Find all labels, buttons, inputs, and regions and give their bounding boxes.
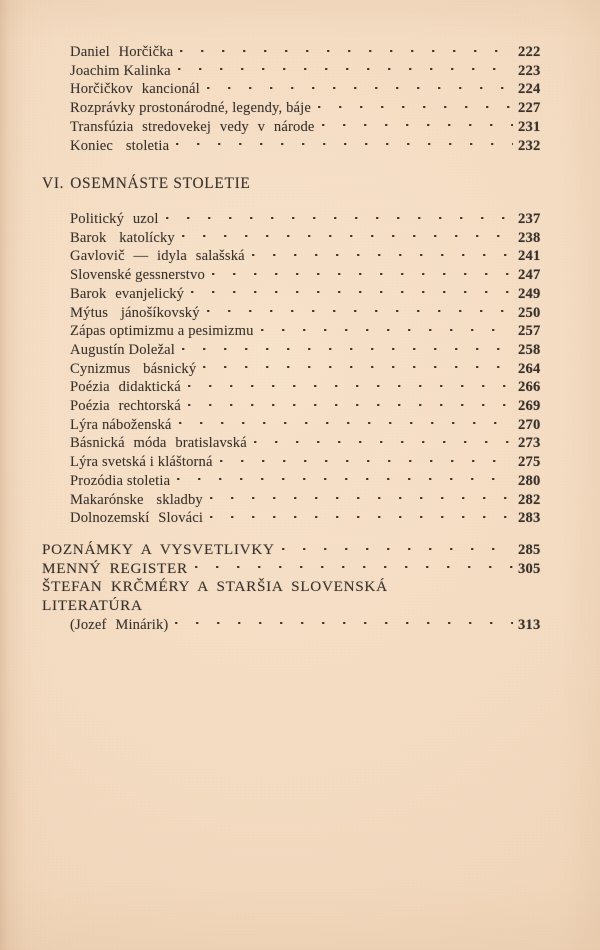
toc-entry xyxy=(70,452,548,471)
dot-leader xyxy=(252,245,513,259)
toc-entry-page: 282 xyxy=(518,491,541,508)
chapter-number: VI. xyxy=(42,175,65,192)
dot-leader xyxy=(322,116,513,130)
toc-entry xyxy=(70,209,548,228)
toc-entry xyxy=(70,377,548,396)
dot-leader xyxy=(182,227,513,241)
toc-entry-page: 231 xyxy=(518,118,541,135)
toc-entry-backmatter xyxy=(42,559,548,578)
toc-entry xyxy=(70,359,548,378)
toc-entry-title: Barok katolícky xyxy=(70,229,175,246)
toc-entry-title: Daniel Horčička xyxy=(70,44,174,60)
toc-entry xyxy=(70,42,548,61)
toc-entry-title: Slovenské gessnerstvo xyxy=(70,267,205,284)
dot-leader xyxy=(210,507,513,521)
toc-entry-page: 269 xyxy=(518,398,541,414)
toc-entry xyxy=(70,433,548,452)
toc-entry-title: Augustín Doležal xyxy=(70,341,175,358)
toc-entry xyxy=(70,490,548,509)
dot-leader xyxy=(212,264,513,278)
toc-entry-title: Transfúzia stredovekej vedy v národe xyxy=(70,118,315,135)
toc-entry xyxy=(70,136,548,155)
dot-leader xyxy=(254,432,513,446)
toc-entry xyxy=(70,228,548,247)
toc-entry-title: Zápas optimizmu a pesimizmu xyxy=(70,323,254,340)
toc-entry xyxy=(70,303,548,322)
toc-entry-page: 223 xyxy=(518,62,541,79)
toc-entry-title: Joachim Kalinka xyxy=(70,62,171,79)
final-entry-page: 313 xyxy=(518,616,541,633)
toc-entry-page: 222 xyxy=(518,44,541,60)
toc-entry-page: 264 xyxy=(518,360,541,377)
toc-entry-page: 280 xyxy=(518,472,541,489)
dot-leader xyxy=(191,283,513,297)
toc-entry-page: 237 xyxy=(518,211,541,227)
toc-entry-title: Mýtus jánošíkovský xyxy=(70,304,200,321)
dot-leader xyxy=(210,489,513,503)
toc-entry xyxy=(70,340,548,359)
chapter-title: OSEMNÁSTE STOLETIE xyxy=(70,175,251,192)
dot-leader xyxy=(182,339,513,353)
toc-entry-title: Prozódia stoletia xyxy=(70,472,171,489)
toc-entry xyxy=(70,265,548,284)
toc-entry-title: Básnická móda bratislavská xyxy=(70,435,247,452)
toc-entry-title: MENNÝ REGISTER xyxy=(42,559,188,577)
dot-leader xyxy=(207,78,513,92)
final-entry-author: (Jozef Minárik) xyxy=(70,616,169,633)
toc-entry-page: 250 xyxy=(518,304,541,321)
dot-leader xyxy=(188,376,513,390)
toc-entry-page: 283 xyxy=(518,510,541,527)
toc-entry-page: 247 xyxy=(518,267,541,284)
toc-entry-page: 241 xyxy=(518,248,541,265)
toc-entry-title: Rozprávky prostonárodné, legendy, báje xyxy=(70,100,312,117)
dot-leader xyxy=(176,135,513,149)
toc-entry xyxy=(70,321,548,340)
toc-entry-title: Poézia didaktická xyxy=(70,379,181,396)
dot-leader xyxy=(175,614,513,628)
toc-entry-page: 273 xyxy=(518,435,541,452)
toc-entry-page: 275 xyxy=(518,454,541,471)
toc-entry xyxy=(70,396,548,415)
final-entry-title-line2: LITERATÚRA xyxy=(42,597,143,615)
final-entry-author-row xyxy=(70,615,548,634)
chapter-heading xyxy=(42,174,251,193)
dot-leader xyxy=(195,558,513,572)
toc-entry-title: Politický uzol xyxy=(70,211,159,227)
toc-entry-page: 258 xyxy=(518,341,541,358)
toc-entry xyxy=(70,98,548,117)
toc-entry-page: 305 xyxy=(518,560,541,577)
toc-entry-page: 270 xyxy=(518,416,541,433)
toc-entry-title: Makarónske skladby xyxy=(70,491,203,508)
toc-entry-title: Lýra náboženská xyxy=(70,416,172,433)
toc-entry-title: Horčičkov kancionál xyxy=(70,81,200,98)
dot-leader xyxy=(179,414,513,428)
dot-leader xyxy=(207,302,513,316)
toc-entry-page: 285 xyxy=(518,542,541,558)
toc-entry xyxy=(70,284,548,303)
dot-leader xyxy=(178,60,513,74)
toc-entry-title: Dolnozemskí Slováci xyxy=(70,510,204,527)
toc-entry-title: Lýra svetská i kláštorná xyxy=(70,454,213,471)
final-entry-title-line1: ŠTEFAN KRČMÉRY A STARŠIA SLOVENSKÁ xyxy=(42,578,388,596)
toc-entry-page: 224 xyxy=(518,81,541,98)
dot-leader xyxy=(318,97,513,111)
toc-entry-title: Barok evanjelický xyxy=(70,285,185,302)
toc-entry-title: Poézia rechtorská xyxy=(70,398,181,414)
toc-entry-page: 238 xyxy=(518,229,541,246)
dot-leader xyxy=(166,208,513,222)
toc-entry xyxy=(70,117,548,136)
dot-leader xyxy=(220,451,513,465)
toc-entry xyxy=(70,246,548,265)
toc-entry-title: POZNÁMKY A VYSVETLIVKY xyxy=(42,541,275,558)
toc-entry-backmatter xyxy=(42,540,548,559)
toc-entry xyxy=(70,508,548,527)
dot-leader xyxy=(282,539,513,553)
toc-entry-title: Gavlovič — idyla salašská xyxy=(70,248,245,265)
toc-entry xyxy=(70,415,548,434)
toc-entry-page: 249 xyxy=(518,285,541,302)
toc-entry-page: 266 xyxy=(518,379,541,396)
dot-leader xyxy=(177,470,513,484)
toc-entry-title: Koniec stoletia xyxy=(70,137,170,154)
toc-entry xyxy=(70,79,548,98)
dot-leader xyxy=(188,395,513,409)
toc-entry-page: 257 xyxy=(518,323,541,340)
toc-entry xyxy=(70,61,548,80)
toc-entry-page: 232 xyxy=(518,137,541,154)
toc-entry-page: 227 xyxy=(518,100,541,117)
toc-entry-title: Cynizmus básnický xyxy=(70,360,197,377)
dot-leader xyxy=(203,358,513,372)
dot-leader xyxy=(180,41,513,55)
toc-entry xyxy=(70,471,548,490)
dot-leader xyxy=(261,320,513,334)
